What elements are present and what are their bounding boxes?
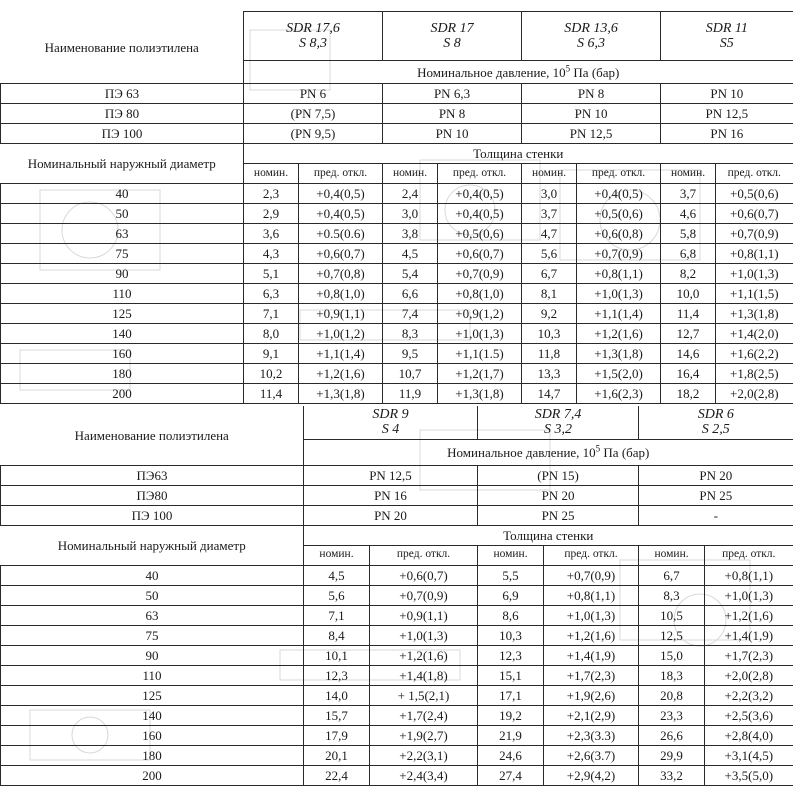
nominal-thickness-cell: 5,4 bbox=[383, 264, 438, 284]
nominal-thickness-cell: 10,5 bbox=[639, 605, 705, 625]
table-row bbox=[1, 765, 793, 785]
max-deviation-cell: +1,2(1,6) bbox=[544, 625, 639, 645]
nominal-thickness-cell: 6,9 bbox=[478, 585, 544, 605]
max-deviation-cell: +1,6(2,2) bbox=[716, 344, 793, 364]
nominal-label: номин. bbox=[639, 545, 705, 565]
max-deviation-cell: +1,4(1,9) bbox=[705, 625, 793, 645]
nominal-thickness-cell: 10,1 bbox=[304, 645, 370, 665]
max-deviation-cell: +0,4(0,5) bbox=[438, 184, 522, 204]
diameter-cell: 200 bbox=[1, 765, 304, 785]
max-deviation-cell: +1,2(1,6) bbox=[705, 605, 793, 625]
nominal-thickness-cell: 6,6 bbox=[383, 284, 438, 304]
nominal-thickness-cell: 5,8 bbox=[661, 224, 716, 244]
max-deviation-cell: +2,0(2,8) bbox=[716, 384, 793, 404]
max-deviation-cell: +1,0(1,3) bbox=[370, 625, 478, 645]
diameter-cell: 110 bbox=[1, 665, 304, 685]
diameter-cell: 200 bbox=[1, 384, 244, 404]
nominal-pressure-value: PN 10 bbox=[661, 84, 793, 104]
max-deviation-cell: +3,5(5,0) bbox=[705, 765, 793, 785]
nominal-pressure-value: PN 8 bbox=[522, 84, 661, 104]
max-deviation-cell: +1,1(1,5) bbox=[716, 284, 793, 304]
nominal-thickness-cell: 3,0 bbox=[522, 184, 577, 204]
nominal-thickness-cell: 4,6 bbox=[661, 204, 716, 224]
nominal-thickness-cell: 14,6 bbox=[661, 344, 716, 364]
nominal-thickness-cell: 3,8 bbox=[383, 224, 438, 244]
table-row bbox=[1, 745, 793, 765]
table-row bbox=[1, 585, 793, 605]
max-deviation-cell: +0,4(0,5) bbox=[299, 184, 383, 204]
nominal-label: номин. bbox=[522, 164, 577, 184]
nominal-thickness-cell: 9,2 bbox=[522, 304, 577, 324]
nominal-thickness-cell: 11,4 bbox=[661, 304, 716, 324]
diameter-cell: 180 bbox=[1, 745, 304, 765]
polyethylene-grade: ПЭ 63 bbox=[1, 84, 244, 104]
max-deviation-cell: +1,2(1,6) bbox=[577, 324, 661, 344]
max-deviation-cell: +1,7(2,3) bbox=[544, 665, 639, 685]
nominal-thickness-cell: 14,7 bbox=[522, 384, 577, 404]
diameter-cell: 63 bbox=[1, 224, 244, 244]
max-deviation-cell: +1,0(1,3) bbox=[577, 284, 661, 304]
max-deviation-cell: +3,1(4,5) bbox=[705, 745, 793, 765]
nominal-label: номин. bbox=[478, 545, 544, 565]
nominal-thickness-cell: 3,7 bbox=[661, 184, 716, 204]
max-deviation-cell: +1,0(1,2) bbox=[299, 324, 383, 344]
diameter-cell: 75 bbox=[1, 625, 304, 645]
table-row bbox=[1, 705, 793, 725]
diameter-cell: 110 bbox=[1, 284, 244, 304]
nominal-pressure-value: PN 25 bbox=[478, 505, 639, 525]
nominal-thickness-cell: 8,0 bbox=[244, 324, 299, 344]
nominal-thickness-cell: 10,2 bbox=[244, 364, 299, 384]
sdr-header: SDR 13,6 S 6,3 bbox=[522, 12, 661, 61]
diameter-cell: 63 bbox=[1, 605, 304, 625]
polyethylene-name-header: Наименование полиэтилена bbox=[1, 406, 304, 465]
deviation-label: пред. откл. bbox=[438, 164, 522, 184]
nominal-thickness-cell: 3,6 bbox=[244, 224, 299, 244]
nominal-pressure-value: PN 12,5 bbox=[661, 104, 793, 124]
nominal-thickness-cell: 10,3 bbox=[522, 324, 577, 344]
diameter-cell: 50 bbox=[1, 204, 244, 224]
max-deviation-cell: +2,3(3.3) bbox=[544, 725, 639, 745]
max-deviation-cell: +0,8(1,1) bbox=[577, 264, 661, 284]
max-deviation-cell: +1,6(2,3) bbox=[577, 384, 661, 404]
table-row bbox=[1, 565, 793, 585]
nominal-thickness-cell: 15,1 bbox=[478, 665, 544, 685]
diameter-cell: 125 bbox=[1, 304, 244, 324]
nominal-thickness-cell: 8,3 bbox=[383, 324, 438, 344]
max-deviation-cell: +2,9(4,2) bbox=[544, 765, 639, 785]
polyethylene-name-header: Наименование полиэтилена bbox=[1, 12, 244, 84]
max-deviation-cell: +1,2(1,7) bbox=[438, 364, 522, 384]
nominal-thickness-cell: 8,1 bbox=[522, 284, 577, 304]
max-deviation-cell: +0,4(0,5) bbox=[438, 204, 522, 224]
nominal-thickness-cell: 20,1 bbox=[304, 745, 370, 765]
nominal-label: номин. bbox=[244, 164, 299, 184]
nominal-pressure-value: PN 25 bbox=[639, 485, 793, 505]
nominal-thickness-cell: 18,3 bbox=[639, 665, 705, 685]
table-row bbox=[1, 384, 793, 404]
max-deviation-cell: +1,3(1,8) bbox=[577, 344, 661, 364]
nominal-thickness-cell: 5,1 bbox=[244, 264, 299, 284]
table-row bbox=[1, 665, 793, 685]
table-row bbox=[1, 645, 793, 665]
max-deviation-cell: +0,8(1,1) bbox=[705, 565, 793, 585]
max-deviation-cell: +0,4(0,5) bbox=[577, 184, 661, 204]
max-deviation-cell: +2,4(3,4) bbox=[370, 765, 478, 785]
nominal-thickness-cell: 15,7 bbox=[304, 705, 370, 725]
nominal-thickness-cell: 8,4 bbox=[304, 625, 370, 645]
max-deviation-cell: +1,8(2,5) bbox=[716, 364, 793, 384]
max-deviation-cell: +1,0(1,3) bbox=[705, 585, 793, 605]
diameter-cell: 160 bbox=[1, 725, 304, 745]
nominal-thickness-cell: 20,8 bbox=[639, 685, 705, 705]
max-deviation-cell: +0,9(1,2) bbox=[438, 304, 522, 324]
deviation-label: пред. откл. bbox=[299, 164, 383, 184]
max-deviation-cell: +2,0(2,8) bbox=[705, 665, 793, 685]
nominal-thickness-cell: 11,4 bbox=[244, 384, 299, 404]
max-deviation-cell: +1,3(1,8) bbox=[299, 384, 383, 404]
nominal-thickness-cell: 8,2 bbox=[661, 264, 716, 284]
nominal-pressure-value: PN 6 bbox=[244, 84, 383, 104]
diameter-cell: 90 bbox=[1, 645, 304, 665]
table-row bbox=[1, 364, 793, 384]
deviation-label: пред. откл. bbox=[716, 164, 793, 184]
max-deviation-cell: +0,5(0,6) bbox=[716, 184, 793, 204]
nominal-label: номин. bbox=[383, 164, 438, 184]
nominal-pressure-value: - bbox=[639, 505, 793, 525]
max-deviation-cell: +0,6(0,8) bbox=[577, 224, 661, 244]
deviation-label: пред. откл. bbox=[705, 545, 793, 565]
table-row bbox=[1, 625, 793, 645]
max-deviation-cell: +0,8(1,1) bbox=[716, 244, 793, 264]
sdr-header: SDR 9 S 4 bbox=[304, 406, 478, 439]
nominal-thickness-cell: 17,1 bbox=[478, 685, 544, 705]
table-row bbox=[1, 685, 793, 705]
max-deviation-cell: +1,0(1,3) bbox=[544, 605, 639, 625]
nominal-thickness-cell: 24,6 bbox=[478, 745, 544, 765]
nominal-pressure-value: PN 8 bbox=[383, 104, 522, 124]
sdr-header: SDR 17 S 8 bbox=[383, 12, 522, 61]
table-row bbox=[1, 184, 793, 204]
nominal-thickness-cell: 8,6 bbox=[478, 605, 544, 625]
nominal-thickness-cell: 27,4 bbox=[478, 765, 544, 785]
max-deviation-cell: +2,2(3,1) bbox=[370, 745, 478, 765]
nominal-thickness-cell: 6,3 bbox=[244, 284, 299, 304]
max-deviation-cell: +1,4(2,0) bbox=[716, 324, 793, 344]
max-deviation-cell: +0,7(0,9) bbox=[438, 264, 522, 284]
max-deviation-cell: +0,6(0,7) bbox=[299, 244, 383, 264]
nominal-thickness-cell: 12,5 bbox=[639, 625, 705, 645]
nominal-pressure-header: Номинальное давление, $10^5$ Па (бар) bbox=[304, 439, 793, 465]
table-row bbox=[1, 304, 793, 324]
nominal-thickness-cell: 3,7 bbox=[522, 204, 577, 224]
nominal-label: номин. bbox=[304, 545, 370, 565]
max-deviation-cell: +0,5(0,6) bbox=[577, 204, 661, 224]
nominal-pressure-value: PN 6,3 bbox=[383, 84, 522, 104]
polyethylene-grade: ПЭ 80 bbox=[1, 104, 244, 124]
max-deviation-cell: +0,7(0,9) bbox=[716, 224, 793, 244]
nominal-thickness-cell: 11,9 bbox=[383, 384, 438, 404]
max-deviation-cell: +2,6(3.7) bbox=[544, 745, 639, 765]
nominal-pressure-header: Номинальное давление, $10^5$ Па (бар) bbox=[244, 61, 793, 84]
polyethylene-grade: ПЭ 100 bbox=[1, 505, 304, 525]
nominal-thickness-cell: 5,6 bbox=[304, 585, 370, 605]
max-deviation-cell: +2,2(3,2) bbox=[705, 685, 793, 705]
table-row bbox=[1, 284, 793, 304]
max-deviation-cell: +1,1(1,4) bbox=[299, 344, 383, 364]
nominal-thickness-cell: 11,8 bbox=[522, 344, 577, 364]
nominal-outer-diameter-header: Номинальный наружный диаметр bbox=[1, 144, 244, 184]
polyethylene-grade: ПЭ63 bbox=[1, 465, 304, 485]
diameter-cell: 75 bbox=[1, 244, 244, 264]
nominal-pressure-value: PN 20 bbox=[639, 465, 793, 485]
max-deviation-cell: + 1,5(2,1) bbox=[370, 685, 478, 705]
diameter-cell: 125 bbox=[1, 685, 304, 705]
max-deviation-cell: +1,5(2,0) bbox=[577, 364, 661, 384]
max-deviation-cell: +0,9(1,1) bbox=[370, 605, 478, 625]
nominal-pressure-value: PN 10 bbox=[383, 124, 522, 144]
sdr-header: SDR 6 S 2,5 bbox=[639, 406, 793, 439]
nominal-thickness-cell: 18,2 bbox=[661, 384, 716, 404]
max-deviation-cell: +0,9(1,1) bbox=[299, 304, 383, 324]
nominal-thickness-cell: 10,3 bbox=[478, 625, 544, 645]
nominal-pressure-value: PN 16 bbox=[661, 124, 793, 144]
nominal-thickness-cell: 4,7 bbox=[522, 224, 577, 244]
max-deviation-cell: +0,6(0,7) bbox=[438, 244, 522, 264]
nominal-thickness-cell: 29,9 bbox=[639, 745, 705, 765]
nominal-pressure-value: (PN 7,5) bbox=[244, 104, 383, 124]
sdr-header: SDR 11 S5 bbox=[661, 12, 793, 61]
max-deviation-cell: +0,7(0,9) bbox=[577, 244, 661, 264]
wall-thickness-table-sdr-9-to-6 bbox=[0, 406, 793, 786]
max-deviation-cell: +0,5(0,6) bbox=[438, 224, 522, 244]
nominal-thickness-cell: 3,0 bbox=[383, 204, 438, 224]
nominal-thickness-cell: 7,4 bbox=[383, 304, 438, 324]
nominal-thickness-cell: 5,5 bbox=[478, 565, 544, 585]
nominal-thickness-cell: 26,6 bbox=[639, 725, 705, 745]
max-deviation-cell: +0,7(0,9) bbox=[370, 585, 478, 605]
max-deviation-cell: +1,7(2,4) bbox=[370, 705, 478, 725]
table-row bbox=[1, 204, 793, 224]
nominal-thickness-cell: 7,1 bbox=[244, 304, 299, 324]
nominal-pressure-value: PN 12,5 bbox=[304, 465, 478, 485]
max-deviation-cell: +0,7(0,8) bbox=[299, 264, 383, 284]
nominal-thickness-cell: 16,4 bbox=[661, 364, 716, 384]
sdr-header: SDR 17,6 S 8,3 bbox=[244, 12, 383, 61]
max-deviation-cell: +0.5(0.6) bbox=[299, 224, 383, 244]
max-deviation-cell: +1,1(1,4) bbox=[577, 304, 661, 324]
nominal-thickness-cell: 17,9 bbox=[304, 725, 370, 745]
nominal-thickness-cell: 9,1 bbox=[244, 344, 299, 364]
nominal-thickness-cell: 2,3 bbox=[244, 184, 299, 204]
nominal-thickness-cell: 14,0 bbox=[304, 685, 370, 705]
nominal-label: номин. bbox=[661, 164, 716, 184]
nominal-thickness-cell: 4,5 bbox=[304, 565, 370, 585]
diameter-cell: 40 bbox=[1, 565, 304, 585]
nominal-thickness-cell: 21,9 bbox=[478, 725, 544, 745]
nominal-thickness-cell: 4,3 bbox=[244, 244, 299, 264]
max-deviation-cell: +1,9(2,7) bbox=[370, 725, 478, 745]
diameter-cell: 90 bbox=[1, 264, 244, 284]
deviation-label: пред. откл. bbox=[370, 545, 478, 565]
nominal-thickness-cell: 12,3 bbox=[478, 645, 544, 665]
diameter-cell: 140 bbox=[1, 705, 304, 725]
nominal-pressure-value: (PN 9,5) bbox=[244, 124, 383, 144]
max-deviation-cell: +1,7(2,3) bbox=[705, 645, 793, 665]
nominal-thickness-cell: 13,3 bbox=[522, 364, 577, 384]
diameter-cell: 160 bbox=[1, 344, 244, 364]
wall-thickness-header: Толщина стенки bbox=[304, 525, 793, 545]
max-deviation-cell: +1,9(2,6) bbox=[544, 685, 639, 705]
max-deviation-cell: +2,1(2,9) bbox=[544, 705, 639, 725]
diameter-cell: 180 bbox=[1, 364, 244, 384]
nominal-thickness-cell: 8,3 bbox=[639, 585, 705, 605]
nominal-thickness-cell: 10,7 bbox=[383, 364, 438, 384]
max-deviation-cell: +1,3(1,8) bbox=[716, 304, 793, 324]
nominal-thickness-cell: 10,0 bbox=[661, 284, 716, 304]
nominal-thickness-cell: 12,7 bbox=[661, 324, 716, 344]
diameter-cell: 140 bbox=[1, 324, 244, 344]
nominal-pressure-value: PN 16 bbox=[304, 485, 478, 505]
nominal-thickness-cell: 7,1 bbox=[304, 605, 370, 625]
nominal-pressure-value: (PN 15) bbox=[478, 465, 639, 485]
sdr-header: SDR 7,4 S 3,2 bbox=[478, 406, 639, 439]
table-row bbox=[1, 224, 793, 244]
max-deviation-cell: +2,5(3,6) bbox=[705, 705, 793, 725]
nominal-thickness-cell: 2,9 bbox=[244, 204, 299, 224]
max-deviation-cell: +1,0(1,3) bbox=[438, 324, 522, 344]
max-deviation-cell: +0,8(1,0) bbox=[438, 284, 522, 304]
table-row bbox=[1, 264, 793, 284]
nominal-thickness-cell: 6,7 bbox=[639, 565, 705, 585]
nominal-thickness-cell: 23,3 bbox=[639, 705, 705, 725]
max-deviation-cell: +1,3(1,8) bbox=[438, 384, 522, 404]
wall-thickness-table-sdr-17-6-to-11 bbox=[0, 11, 793, 404]
nominal-thickness-cell: 6,7 bbox=[522, 264, 577, 284]
nominal-thickness-cell: 12,3 bbox=[304, 665, 370, 685]
max-deviation-cell: +1,4(1,9) bbox=[544, 645, 639, 665]
max-deviation-cell: +0,7(0,9) bbox=[544, 565, 639, 585]
nominal-pressure-value: PN 20 bbox=[478, 485, 639, 505]
polyethylene-grade: ПЭ 100 bbox=[1, 124, 244, 144]
max-deviation-cell: +2,8(4,0) bbox=[705, 725, 793, 745]
diameter-cell: 40 bbox=[1, 184, 244, 204]
max-deviation-cell: +0,4(0,5) bbox=[299, 204, 383, 224]
deviation-label: пред. откл. bbox=[577, 164, 661, 184]
polyethylene-grade: ПЭ80 bbox=[1, 485, 304, 505]
max-deviation-cell: +0,6(0,7) bbox=[716, 204, 793, 224]
table-row bbox=[1, 605, 793, 625]
nominal-thickness-cell: 19,2 bbox=[478, 705, 544, 725]
nominal-thickness-cell: 22,4 bbox=[304, 765, 370, 785]
max-deviation-cell: +1,1(1.5) bbox=[438, 344, 522, 364]
table-row bbox=[1, 244, 793, 264]
max-deviation-cell: +1,2(1,6) bbox=[370, 645, 478, 665]
table-row bbox=[1, 344, 793, 364]
max-deviation-cell: +1,0(1,3) bbox=[716, 264, 793, 284]
wall-thickness-header: Толщина стенки bbox=[244, 144, 793, 164]
deviation-label: пред. откл. bbox=[544, 545, 639, 565]
nominal-outer-diameter-header: Номинальный наружный диаметр bbox=[1, 525, 304, 565]
nominal-thickness-cell: 5,6 bbox=[522, 244, 577, 264]
nominal-thickness-cell: 6,8 bbox=[661, 244, 716, 264]
nominal-thickness-cell: 4,5 bbox=[383, 244, 438, 264]
max-deviation-cell: +1,2(1,6) bbox=[299, 364, 383, 384]
max-deviation-cell: +0,6(0,7) bbox=[370, 565, 478, 585]
nominal-pressure-value: PN 10 bbox=[522, 104, 661, 124]
max-deviation-cell: +0,8(1,1) bbox=[544, 585, 639, 605]
nominal-thickness-cell: 9,5 bbox=[383, 344, 438, 364]
max-deviation-cell: +0,8(1,0) bbox=[299, 284, 383, 304]
nominal-thickness-cell: 33,2 bbox=[639, 765, 705, 785]
nominal-thickness-cell: 15,0 bbox=[639, 645, 705, 665]
diameter-cell: 50 bbox=[1, 585, 304, 605]
max-deviation-cell: +1,4(1,8) bbox=[370, 665, 478, 685]
table-row bbox=[1, 725, 793, 745]
nominal-pressure-value: PN 20 bbox=[304, 505, 478, 525]
nominal-thickness-cell: 2,4 bbox=[383, 184, 438, 204]
table-row bbox=[1, 324, 793, 344]
nominal-pressure-value: PN 12,5 bbox=[522, 124, 661, 144]
